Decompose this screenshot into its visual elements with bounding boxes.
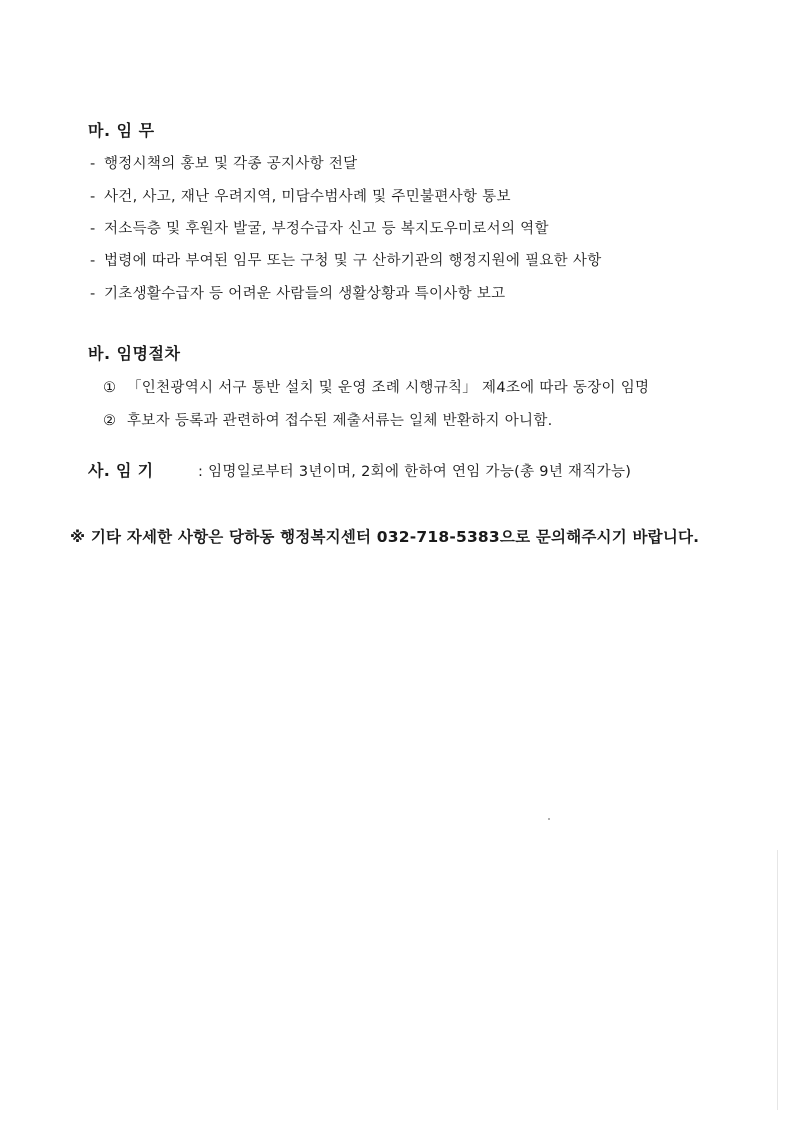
duty-item-text: 저소득층 및 후원자 발굴, 부정수급자 신고 등 복지도우미로서의 역할 [104, 221, 549, 237]
duty-item [90, 282, 505, 303]
term-heading: 사. 임 기 [88, 461, 154, 480]
contact-note: ※ 기타 자세한 사항은 당하동 행정복지센터 032-718-5383으로 문의해주시기 바랍니다. [70, 528, 700, 546]
circled-number: ② [103, 413, 117, 429]
duty-item [90, 249, 602, 270]
circled-number: ① [103, 380, 117, 396]
duty-item-text: 행정시책의 홍보 및 각종 공지사항 전달 [104, 156, 358, 172]
duty-item [90, 185, 511, 206]
duty-item-text: 사건, 사고, 재난 우려지역, 미담수범사례 및 주민불편사항 통보 [104, 189, 511, 205]
term-row [88, 458, 631, 481]
bullet-dash: - [90, 156, 96, 172]
bullet-dash: - [90, 253, 96, 269]
procedure-heading: 바. 임명절차 [88, 344, 181, 363]
procedure-item-text: 후보자 등록과 관련하여 접수된 제출서류는 일체 반환하지 아니함. [127, 413, 553, 429]
scan-speck [548, 818, 550, 820]
duty-item [90, 152, 357, 173]
duties-heading: 마. 임 무 [88, 121, 155, 140]
bullet-dash: - [90, 286, 96, 302]
bullet-dash: - [90, 221, 96, 237]
procedure-item-text: 「인천광역시 서구 통반 설치 및 운영 조례 시행규칙」 제4조에 따라 동장이 임명 [127, 380, 650, 396]
bullet-dash: - [90, 189, 96, 205]
procedure-item [103, 376, 649, 397]
procedure-item [103, 409, 553, 430]
duty-item-text: 기초생활수급자 등 어려운 사람들의 생활상황과 특이사항 보고 [104, 286, 506, 302]
duty-item [90, 217, 549, 238]
duty-item-text: 법령에 따라 부여된 임무 또는 구청 및 구 산하기관의 행정지원에 필요한 사항 [104, 253, 602, 269]
term-text: : 임명일로부터 3년이며, 2회에 한하여 연임 가능(총 9년 재직가능) [198, 464, 632, 480]
scan-edge-line [777, 850, 778, 1110]
